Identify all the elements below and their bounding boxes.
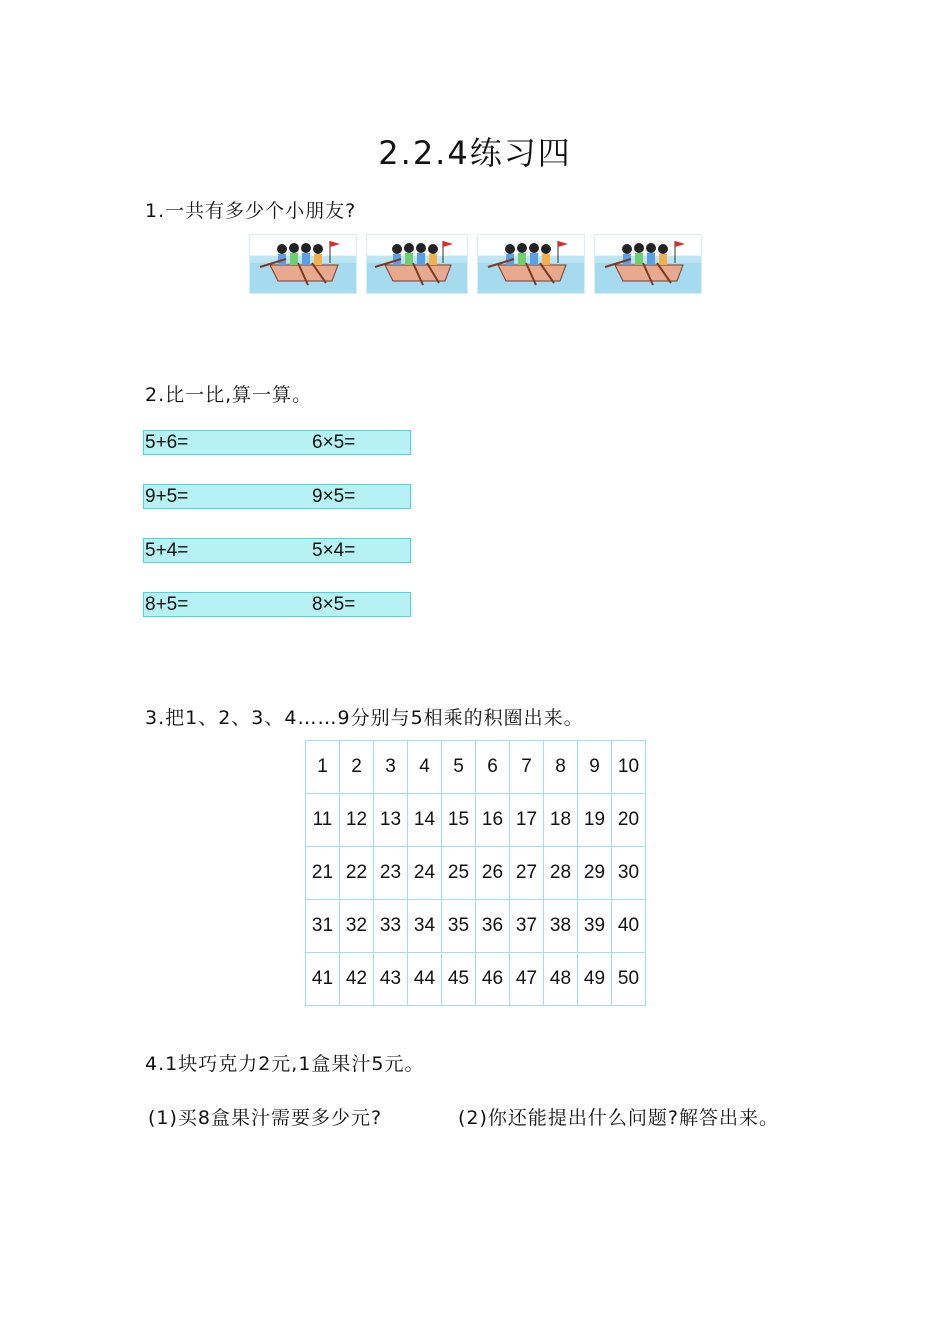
grid-cell[interactable]: 28 xyxy=(544,847,578,900)
number-grid xyxy=(305,740,646,1006)
boat-illustrations xyxy=(249,234,709,294)
grid-cell[interactable]: 16 xyxy=(476,794,510,847)
equation-row xyxy=(143,592,411,617)
rowing-boat-children-icon xyxy=(366,234,468,294)
rowing-boat-children-icon xyxy=(594,234,702,294)
grid-cell[interactable]: 29 xyxy=(578,847,612,900)
grid-cell[interactable]: 38 xyxy=(544,900,578,953)
grid-cell[interactable]: 8 xyxy=(544,741,578,794)
grid-cell[interactable]: 34 xyxy=(408,900,442,953)
addition-expression: 5+4= xyxy=(145,540,189,561)
question-4-part-2: (2)你还能提出什么问题?解答出来。 xyxy=(458,1107,779,1129)
grid-cell[interactable]: 24 xyxy=(408,847,442,900)
grid-cell[interactable]: 13 xyxy=(374,794,408,847)
grid-cell[interactable]: 48 xyxy=(544,953,578,1006)
question-4: 4.1块巧克力2元,1盒果汁5元。 xyxy=(145,1053,425,1075)
grid-cell[interactable]: 12 xyxy=(340,794,374,847)
grid-row xyxy=(306,847,646,900)
grid-cell[interactable]: 27 xyxy=(510,847,544,900)
grid-cell[interactable]: 15 xyxy=(442,794,476,847)
addition-expression: 9+5= xyxy=(145,486,189,507)
grid-cell[interactable]: 41 xyxy=(306,953,340,1006)
grid-cell[interactable]: 26 xyxy=(476,847,510,900)
grid-cell[interactable]: 42 xyxy=(340,953,374,1006)
question-4-part-1: (1)买8盒果汁需要多少元? xyxy=(148,1107,383,1129)
grid-cell[interactable]: 33 xyxy=(374,900,408,953)
multiplication-expression: 5×4= xyxy=(312,540,356,561)
grid-row xyxy=(306,900,646,953)
grid-cell[interactable]: 32 xyxy=(340,900,374,953)
grid-cell[interactable]: 47 xyxy=(510,953,544,1006)
grid-cell[interactable]: 49 xyxy=(578,953,612,1006)
grid-cell[interactable]: 9 xyxy=(578,741,612,794)
page-title: 2.2.4练习四 xyxy=(378,134,572,172)
grid-cell[interactable]: 17 xyxy=(510,794,544,847)
grid-cell[interactable]: 31 xyxy=(306,900,340,953)
grid-cell[interactable]: 36 xyxy=(476,900,510,953)
grid-row xyxy=(306,953,646,1006)
equation-row xyxy=(143,538,411,563)
grid-cell[interactable]: 2 xyxy=(340,741,374,794)
grid-row xyxy=(306,741,646,794)
rowing-boat-children-icon xyxy=(477,234,585,294)
grid-row xyxy=(306,794,646,847)
grid-cell[interactable]: 14 xyxy=(408,794,442,847)
grid-cell[interactable]: 4 xyxy=(408,741,442,794)
rowing-boat-children-icon xyxy=(249,234,357,294)
question-2: 2.比一比,算一算。 xyxy=(145,384,313,406)
multiplication-expression: 8×5= xyxy=(312,594,356,615)
grid-cell[interactable]: 6 xyxy=(476,741,510,794)
grid-cell[interactable]: 46 xyxy=(476,953,510,1006)
grid-cell[interactable]: 20 xyxy=(612,794,646,847)
grid-cell[interactable]: 11 xyxy=(306,794,340,847)
addition-expression: 8+5= xyxy=(145,594,189,615)
grid-cell[interactable]: 18 xyxy=(544,794,578,847)
question-3: 3.把1、2、3、4……9分别与5相乘的积圈出来。 xyxy=(145,707,584,729)
grid-cell[interactable]: 30 xyxy=(612,847,646,900)
grid-cell[interactable]: 3 xyxy=(374,741,408,794)
grid-cell[interactable]: 37 xyxy=(510,900,544,953)
grid-cell[interactable]: 23 xyxy=(374,847,408,900)
grid-cell[interactable]: 1 xyxy=(306,741,340,794)
grid-cell[interactable]: 25 xyxy=(442,847,476,900)
equation-row xyxy=(143,484,411,509)
grid-cell[interactable]: 7 xyxy=(510,741,544,794)
question-1: 1.一共有多少个小朋友? xyxy=(145,200,357,222)
grid-cell[interactable]: 44 xyxy=(408,953,442,1006)
multiplication-expression: 9×5= xyxy=(312,486,356,507)
grid-cell[interactable]: 39 xyxy=(578,900,612,953)
grid-cell[interactable]: 19 xyxy=(578,794,612,847)
grid-cell[interactable]: 40 xyxy=(612,900,646,953)
multiplication-expression: 6×5= xyxy=(312,432,356,453)
grid-cell[interactable]: 35 xyxy=(442,900,476,953)
grid-cell[interactable]: 21 xyxy=(306,847,340,900)
grid-cell[interactable]: 5 xyxy=(442,741,476,794)
addition-expression: 5+6= xyxy=(145,432,189,453)
grid-cell[interactable]: 22 xyxy=(340,847,374,900)
grid-cell[interactable]: 50 xyxy=(612,953,646,1006)
equation-row xyxy=(143,430,411,455)
grid-cell[interactable]: 10 xyxy=(612,741,646,794)
grid-cell[interactable]: 45 xyxy=(442,953,476,1006)
grid-cell[interactable]: 43 xyxy=(374,953,408,1006)
